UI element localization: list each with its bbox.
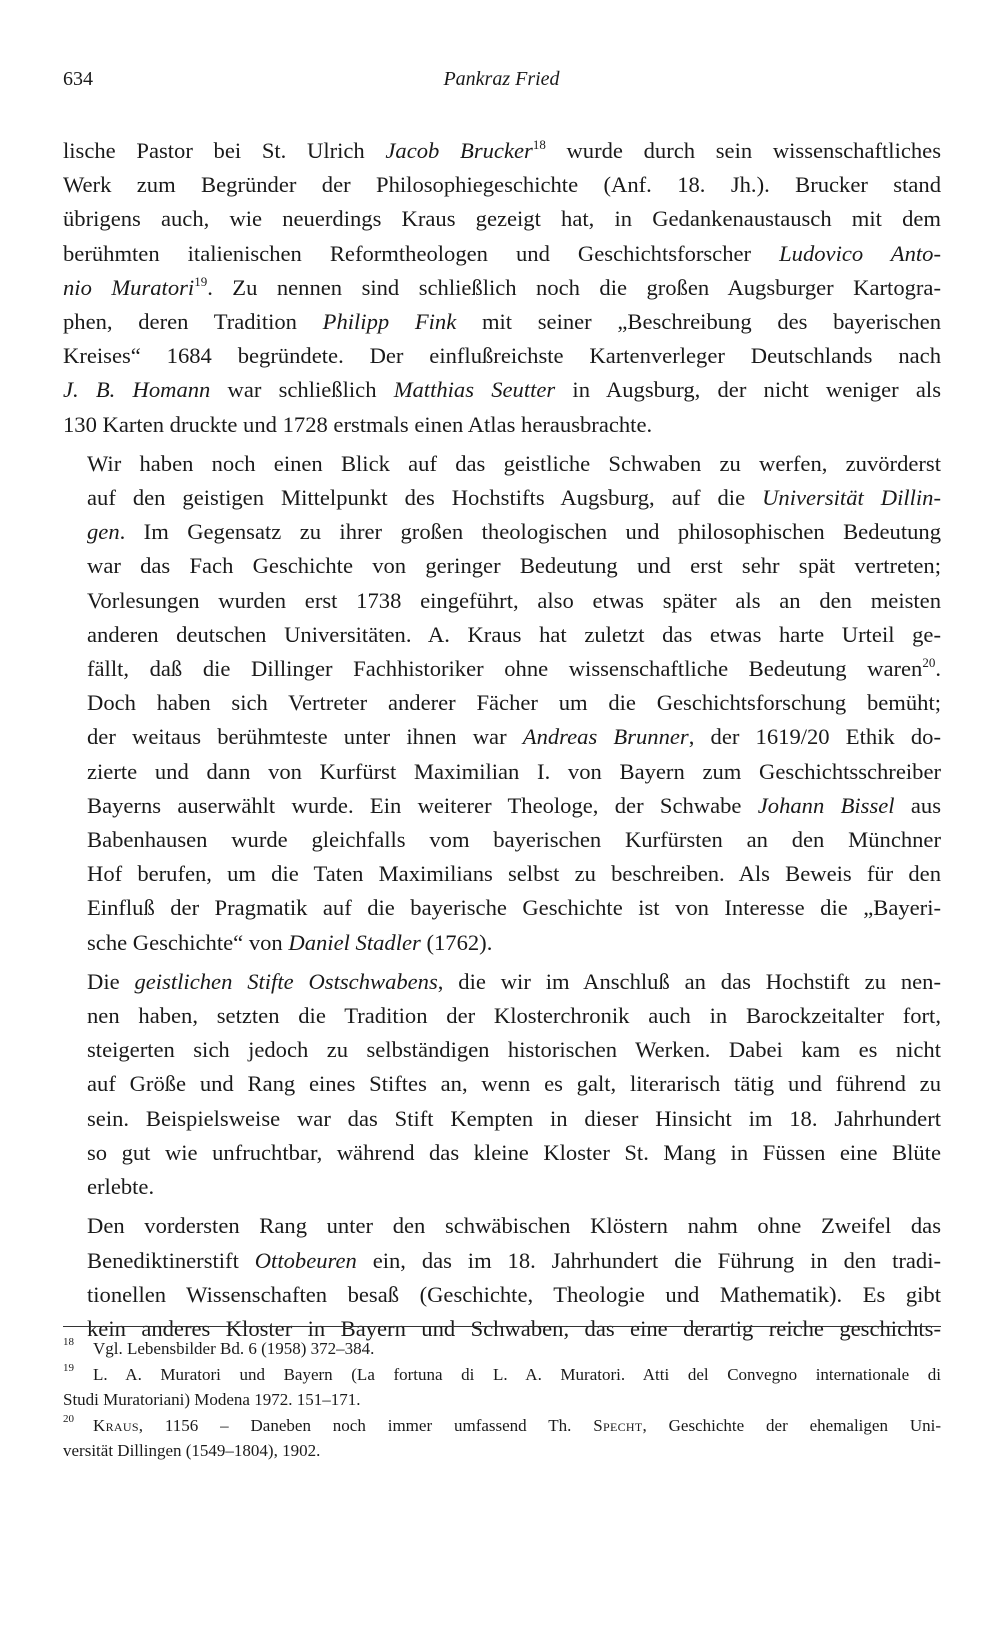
- page-number: 634: [63, 68, 93, 90]
- text-line: anderen deutschen Universitäten. A. Kraus hat zuletzt das etwas harte Urteil ge-: [87, 621, 941, 647]
- text-run: aus: [894, 792, 941, 818]
- text-line: Werk zum Begründer der Philosophiegeschichte (Anf. 18. Jh.). Brucker stand: [63, 172, 941, 198]
- text-line: Hof berufen, um die Taten Maximilians selbst zu beschreiben. Als Beweis für den: [87, 861, 941, 887]
- person-name: Matthias Seutter: [393, 377, 556, 403]
- footnote-ref: 19: [194, 273, 208, 289]
- footnote-19: [63, 1362, 941, 1413]
- running-title: Pankraz Fried: [443, 68, 560, 90]
- person-name: Ludovico Anto-: [779, 240, 941, 266]
- text-run: berühmten italienischen Reformtheologen und Geschichtsforscher: [63, 240, 780, 266]
- text-run: Bayerns auserwählt wurde. Ein weiterer Theologe, der Schwabe: [87, 792, 758, 818]
- text-run: der weitaus berühmteste unter ihnen war: [87, 724, 523, 750]
- text-run: . Im Gegensatz zu ihrer großen theologischen und philosophischen Bedeutung: [119, 519, 941, 545]
- emphasis: geistlichen Stifte Ostschwabens: [134, 968, 438, 994]
- text-line: Den vordersten Rang unter den schwäbischen Klöstern nahm ohne Zweifel das: [87, 1213, 941, 1239]
- text-run: phen, deren Tradition: [63, 309, 323, 335]
- text-line: 130 Karten druckte und 1728 erstmals einen Atlas herausbrachte.: [63, 411, 653, 437]
- text-line: so gut wie unfruchtbar, während das kleine Kloster St. Mang in Füssen eine Blüte: [87, 1139, 941, 1165]
- footnote-ref: 18: [532, 137, 546, 152]
- text-run: fällt, daß die Dillinger Fachhistoriker ohne wissenschaftliche Bedeutung waren: [87, 656, 923, 682]
- text-run: ein, das im 18. Jahrhundert die Führung in den tradi-: [356, 1247, 942, 1273]
- text-run: lische Pastor bei St. Ulrich: [63, 138, 386, 163]
- text-line: Babenhausen wurde gleichfalls vom bayerischen Kurfürsten an den Münchner: [87, 827, 941, 853]
- institution-name: Universität Dillin-: [762, 485, 941, 511]
- footnote-line: L. A. Muratori und Bayern (La fortuna di L. A. Muratori. Atti del Convegno internationale di: [93, 1364, 941, 1384]
- person-name: J. B. Homann: [63, 377, 211, 403]
- text-line: kein anderes Kloster in Bayern und Schwaben, das eine derartig reiche geschichts-: [87, 1315, 941, 1341]
- text-run: war schließlich: [210, 377, 394, 403]
- text-line: auf Größe und Rang eines Stiftes an, wenn es galt, literarisch tätig und führend zu: [87, 1071, 941, 1097]
- text-line: übrigens auch, wie neuerdings Kraus gezeigt hat, in Gedankenaustausch mit dem: [63, 206, 941, 232]
- author-name: Kraus: [93, 1415, 139, 1435]
- footnote-divider: [63, 1326, 941, 1327]
- footnote-mark: 18: [63, 1336, 74, 1348]
- text-run: Die: [87, 968, 135, 994]
- person-name: Andreas Brunner: [522, 724, 689, 750]
- text-run: (1762).: [420, 929, 493, 955]
- text-run: , 1156 – Daneben noch immer umfassend Th.: [138, 1415, 594, 1435]
- institution-name: gen: [87, 519, 120, 545]
- text-run: Benediktinerstift: [87, 1247, 255, 1273]
- footnote-18: [63, 1336, 941, 1362]
- text-run: mit seiner „Beschreibung des bayerischen: [456, 309, 942, 335]
- text-line: Vorlesungen wurden erst 1738 eingeführt, also etwas später als an den meisten: [87, 587, 941, 613]
- footnote-mark: 20: [63, 1412, 74, 1425]
- paragraph-3: [63, 965, 941, 1204]
- person-name: nio Muratori: [63, 274, 195, 300]
- text-run: in Augsburg, der nicht weniger als: [555, 377, 941, 403]
- footnote-line: Studi Muratoriani) Modena 1972. 151–171.: [63, 1390, 361, 1409]
- text-line: Einfluß der Pragmatik auf die bayerische Geschichte ist von Interesse die „Bayeri-: [87, 895, 941, 921]
- text-line: Doch haben sich Vertreter anderer Fächer um die Geschichtsforschung bemüht;: [87, 690, 941, 716]
- footnotes: [63, 1336, 941, 1464]
- text-run: , die wir im Anschluß an das Hochstift zu nen-: [437, 968, 941, 994]
- person-name: Daniel Stadler: [288, 929, 421, 955]
- footnote-20: [63, 1413, 941, 1464]
- text-run: wurde durch sein wissenschaftliches: [545, 138, 941, 163]
- main-text: [63, 134, 941, 1346]
- text-run: sche Geschichte“ von: [87, 929, 289, 955]
- footnote-line: versität Dillingen (1549–1804), 1902.: [63, 1441, 321, 1460]
- text-line: Kreises“ 1684 begründete. Der einflußreichste Kartenverleger Deutschlands nach: [63, 343, 941, 369]
- person-name: Jacob Brucker: [385, 138, 533, 163]
- text-run: , Geschichte der ehemaligen Uni-: [642, 1415, 941, 1435]
- page-header: [63, 68, 940, 98]
- text-run: .: [935, 656, 941, 682]
- author-name: Specht: [593, 1415, 643, 1435]
- paragraph-2: [63, 447, 941, 960]
- footnote-mark: 19: [63, 1361, 74, 1374]
- text-line: nen haben, setzten die Tradition der Klosterchronik auch in Barockzeitalter fort,: [87, 1003, 941, 1029]
- paragraph-1: [63, 134, 941, 442]
- text-line: steigerten sich jedoch zu selbständigen historischen Werken. Dabei kam es nicht: [87, 1037, 941, 1063]
- place-name: Ottobeuren: [254, 1247, 357, 1273]
- person-name: Philipp Fink: [322, 309, 457, 335]
- footnote-line: Vgl. Lebensbilder Bd. 6 (1958) 372–384.: [93, 1339, 375, 1358]
- text-line: war das Fach Geschichte von geringer Bedeutung und erst sehr spät vertreten;: [87, 553, 941, 579]
- text-line: sein. Beispielsweise war das Stift Kempten in dieser Hinsicht im 18. Jahrhundert: [87, 1105, 941, 1131]
- person-name: Johann Bissel: [757, 792, 895, 818]
- text-run: , der 1619/20 Ethik do-: [688, 724, 942, 750]
- text-line: tionellen Wissenschaften besaß (Geschichte, Theologie und Mathematik). Es gibt: [87, 1281, 941, 1307]
- text-line: zierte und dann von Kurfürst Maximilian I. von Bayern zum Geschichtsschreiber: [87, 758, 941, 784]
- text-line: erlebte.: [87, 1174, 155, 1200]
- text-run: . Zu nennen sind schließlich noch die großen Augsburger Kartogra-: [207, 274, 941, 300]
- text-line: Wir haben noch einen Blick auf das geistliche Schwaben zu werfen, zuvörderst: [87, 450, 941, 476]
- text-run: auf den geistigen Mittelpunkt des Hochstifts Augsburg, auf die: [87, 485, 763, 511]
- footnote-ref: 20: [922, 655, 936, 671]
